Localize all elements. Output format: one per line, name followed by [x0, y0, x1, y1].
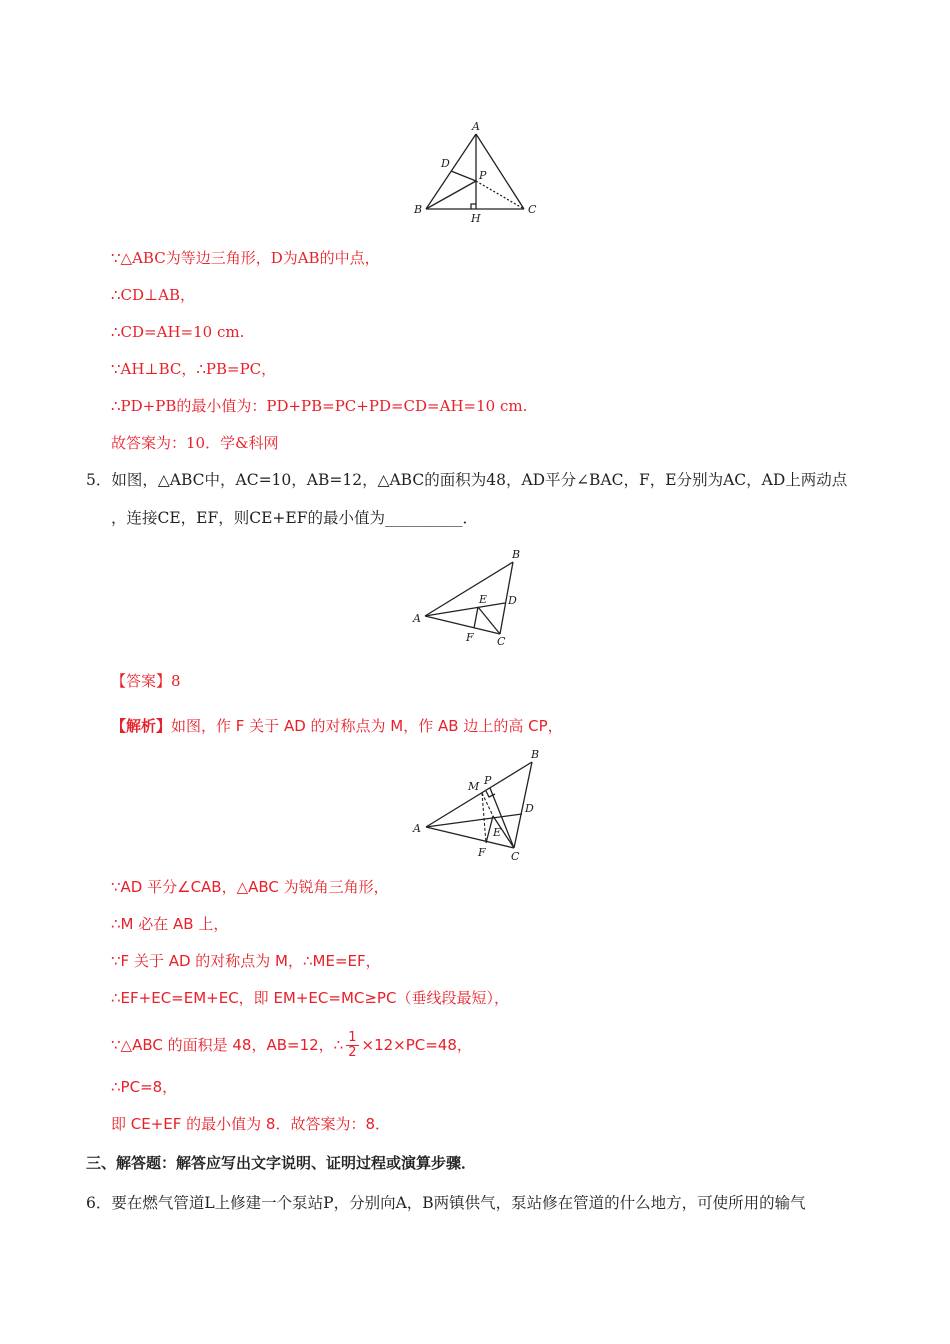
fig3-label-d: D [525, 802, 534, 815]
fig1-label-d: D [441, 157, 450, 170]
analysis-tag: 【解析】 [111, 717, 172, 735]
answer-value: 8 [171, 672, 181, 690]
fig2-segment-ce [478, 607, 500, 634]
sol5-line-3: ∵F 关于 AD 的对称点为 M，∴ME=EF， [111, 952, 381, 970]
sol4-line-3: ∴CD=AH=10 cm. [111, 323, 245, 341]
sol5-line-6: ∴PC=8， [111, 1078, 178, 1096]
fig1-side-ab [426, 134, 476, 209]
fig1-segment-dp [451, 171, 476, 181]
fraction-one-half [346, 1031, 358, 1060]
sol5-line-1: ∵AD 平分∠CAB，△ABC 为锐角三角形， [111, 878, 389, 896]
fig3-right-angle-p [486, 791, 495, 797]
sol4-line-5: ∴PD+PB的最小值为：PD+PB=PC+PD=CD=AH=10 cm. [111, 397, 528, 415]
fig3-side-ac [426, 827, 514, 848]
fig1-label-c: C [528, 203, 537, 216]
fig1-right-angle-h [471, 204, 476, 209]
fig2-segment-ef [474, 607, 478, 628]
fig3-side-ab [426, 762, 532, 827]
fig3-label-c: C [511, 850, 520, 863]
fig3-segment-pc [490, 788, 514, 848]
sol5-line-5 [111, 1028, 472, 1062]
sol5-line-5-start: ∵△ABC 的面积是 48，AB=12，∴ [111, 1036, 344, 1054]
fig3-segment-ad [426, 814, 522, 827]
section-3-title: 三、解答题：解答应写出文字说明、证明过程或演算步骤． [86, 1154, 477, 1172]
fig2-label-c: C [497, 635, 506, 648]
fig1-segment-bp [426, 181, 476, 209]
fig3-label-e: E [493, 826, 502, 839]
fig2-label-f: F [466, 631, 474, 644]
fig2-label-d: D [508, 594, 517, 607]
fraction-denominator: 2 [348, 1045, 357, 1060]
question-6-line-1: 6．要在燃气管道L上修建一个泵站P，分别向A，B两镇供气，泵站修在管道的什么地方，可使所用的输气 [86, 1194, 806, 1212]
sol5-line-7: 即 CE+EF 的最小值为 8．故答案为：8． [111, 1115, 391, 1133]
sol5-line-2: ∴M 必在 AB 上， [111, 915, 229, 933]
sol4-line-1: ∵△ABC为等边三角形，D为AB的中点， [111, 249, 380, 267]
fig3-segment-ec [493, 816, 514, 848]
question-5-line-1: 5．如图，△ABC中，AC=10，AB=12，△ABC的面积为48，AD平分∠BAC，F，E分别为AC，AD上两动点 [86, 471, 848, 489]
fig3-segment-ef [486, 816, 493, 843]
fig2-label-b: B [512, 548, 521, 561]
sol5-line-5-end: ×12×PC=48， [361, 1036, 472, 1054]
fig2-segment-ad [425, 603, 505, 616]
sol4-line-6: 故答案为：10．学&科网 [111, 434, 279, 452]
fig3-side-bc [514, 762, 532, 848]
fig2-label-e: E [479, 593, 488, 606]
fig3-label-p: P [484, 774, 492, 787]
sol4-line-4: ∵AH⊥BC，∴PB=PC， [111, 360, 277, 378]
fig1-side-ac [476, 134, 524, 209]
fig2-side-bc [500, 562, 513, 634]
fig1-label-b: B [414, 203, 423, 216]
fig3-segment-mf [482, 793, 486, 843]
fraction-numerator: 1 [348, 1030, 357, 1045]
analysis-text: 如图，作 F 关于 AD 的对称点为 M，作 AB 边上的高 CP， [171, 717, 563, 735]
question-5-line-2: ，连接CE，EF，则CE+EF的最小值为__________． [111, 509, 478, 527]
fig1-label-a: A [472, 120, 480, 133]
fig1-label-h: H [471, 212, 481, 225]
answer-tag: 【答案】 [111, 672, 172, 690]
fig2-side-ac [425, 616, 500, 634]
fig1-segment-pc [476, 181, 524, 209]
sol4-line-2: ∴CD⊥AB， [111, 286, 196, 304]
fig3-segment-me [482, 793, 493, 816]
answer-5 [111, 671, 181, 691]
fig3-label-m: M [468, 780, 480, 793]
sol5-line-4: ∴EF+EC=EM+EC，即 EM+EC=MC≥PC（垂线段最短）， [111, 989, 509, 1007]
fig3-label-a: A [413, 822, 421, 835]
fig3-label-f: F [478, 846, 486, 859]
fig3-label-b: B [531, 748, 540, 761]
fig2-label-a: A [413, 612, 421, 625]
analysis-5 [111, 716, 563, 736]
fig2-side-ab [425, 562, 513, 616]
fig1-label-p: P [479, 169, 487, 182]
